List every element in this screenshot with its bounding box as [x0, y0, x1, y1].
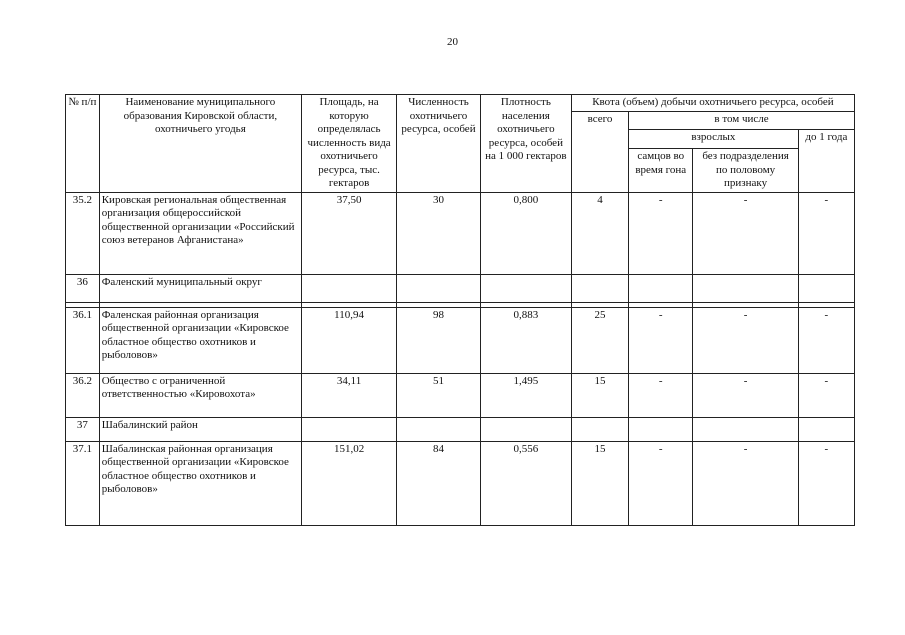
table-row [66, 274, 855, 302]
row-males: - [629, 307, 693, 373]
header-total: всего [571, 111, 628, 192]
row-nosex: - [693, 441, 798, 525]
header-density: Плотность населения охотничьего ресурса, особей на 1 000 гектаров [480, 95, 571, 193]
row-density [480, 274, 571, 302]
row-total: 4 [571, 192, 628, 274]
header-including: в том числе [629, 111, 855, 130]
table-row [66, 307, 855, 373]
row-males: - [629, 192, 693, 274]
row-num: 37.1 [66, 441, 100, 525]
row-nosex: - [693, 373, 798, 417]
row-nosex [693, 417, 798, 441]
header-adults: взрослых [629, 130, 799, 149]
header-males: самцов во время гона [629, 149, 693, 193]
quota-table [65, 94, 855, 526]
header-count: Численность охотничьего ресурса, особей [397, 95, 481, 193]
table-row [66, 417, 855, 441]
row-males: - [629, 373, 693, 417]
table-header [66, 95, 855, 193]
row-nosex: - [693, 192, 798, 274]
header-area: Площадь, на которую определялась численность вида охотничьего ресурса, тыс. гектаров [302, 95, 397, 193]
header-name: Наименование муниципального образования Кировской области, охотничьего угодья [99, 95, 301, 193]
row-area [302, 417, 397, 441]
header-nosex: без подразделения по половому признаку [693, 149, 798, 193]
row-num: 36.1 [66, 307, 100, 373]
row-count: 98 [397, 307, 481, 373]
row-count: 84 [397, 441, 481, 525]
row-nosex: - [693, 307, 798, 373]
row-area [302, 274, 397, 302]
header-num: № п/п [66, 95, 100, 193]
row-num: 35.2 [66, 192, 100, 274]
row-density: 0,800 [480, 192, 571, 274]
row-num: 36 [66, 274, 100, 302]
row-total [571, 274, 628, 302]
row-area: 34,11 [302, 373, 397, 417]
row-under1 [798, 417, 854, 441]
row-count: 51 [397, 373, 481, 417]
row-name: Кировская региональная общественная организация общероссийской общественной организации «Российский союз ветеранов Афганистана» [99, 192, 301, 274]
header-quota: Квота (объем) добычи охотничьего ресурса, особей [571, 95, 854, 112]
row-total: 15 [571, 373, 628, 417]
page-number: 20 [447, 36, 458, 48]
row-under1: - [798, 192, 854, 274]
row-name: Фаленская районная организация общественной организации «Кировское областное общество охотников и рыболовов» [99, 307, 301, 373]
row-name: Общество с ограниченной ответственностью «Кировохота» [99, 373, 301, 417]
row-count: 30 [397, 192, 481, 274]
row-num: 37 [66, 417, 100, 441]
row-num: 36.2 [66, 373, 100, 417]
row-under1: - [798, 307, 854, 373]
row-males: - [629, 441, 693, 525]
row-males [629, 274, 693, 302]
row-total: 15 [571, 441, 628, 525]
table-row [66, 441, 855, 525]
row-name: Шабалинский район [99, 417, 301, 441]
table-row [66, 192, 855, 274]
row-under1 [798, 274, 854, 302]
row-total [571, 417, 628, 441]
header-under1: до 1 года [798, 130, 854, 192]
row-nosex [693, 274, 798, 302]
row-under1: - [798, 373, 854, 417]
row-males [629, 417, 693, 441]
row-name: Шабалинская районная организация общественной организации «Кировское областное общество охотников и рыболовов» [99, 441, 301, 525]
row-count [397, 417, 481, 441]
row-area: 151,02 [302, 441, 397, 525]
table-body [66, 192, 855, 525]
row-density: 0,556 [480, 441, 571, 525]
row-name: Фаленский муниципальный округ [99, 274, 301, 302]
row-count [397, 274, 481, 302]
row-density: 0,883 [480, 307, 571, 373]
row-area: 110,94 [302, 307, 397, 373]
row-density: 1,495 [480, 373, 571, 417]
row-area: 37,50 [302, 192, 397, 274]
row-under1: - [798, 441, 854, 525]
table-row [66, 373, 855, 417]
row-density [480, 417, 571, 441]
row-total: 25 [571, 307, 628, 373]
